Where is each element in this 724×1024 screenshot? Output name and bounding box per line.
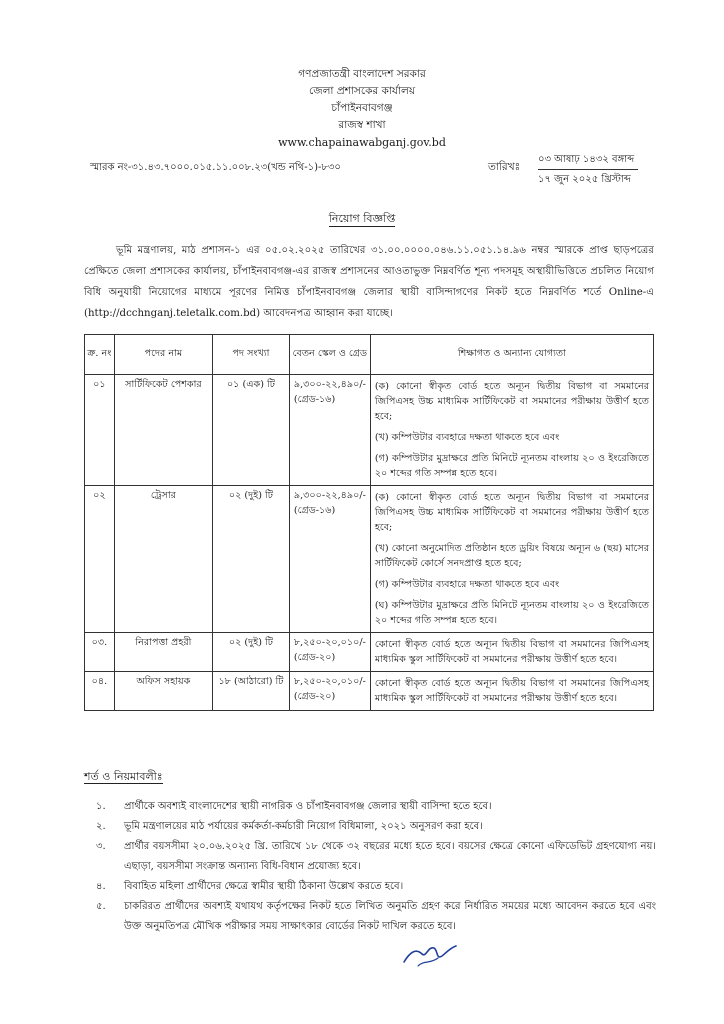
condition-text: প্রার্থীকে অবশ্যই বাংলাদেশের স্থায়ী নাগরিক ও চাঁপাইনবাবগঞ্জ জেলার স্থায়ী বাসিন্দা হতে হবে।	[124, 801, 492, 812]
table-row	[85, 672, 654, 711]
table-row	[85, 486, 654, 633]
qualification-item: (ক) কোনো স্বীকৃত বোর্ড হতে অন্যূন দ্বিতীয় বিভাগ বা সমমানের জিপিএসহ উচ্চ মাধ্যমিক সার্টিফিকেট বা সমমানের পরীক্ষায় উত্তীর্ণ হতে হবে;	[374, 492, 649, 533]
list-item	[96, 877, 656, 897]
row-pay-scale: ৯,৩০০-২২,৪৯০/- (গ্রেড-১৬)	[289, 375, 370, 486]
signature-mark	[400, 938, 460, 970]
qualification-item: (গ) কম্পিউটার মুদ্রাক্ষরে প্রতি মিনিটে ন্যূনতম বাংলায় ২০ ও ইংরেজিতে ২০ শব্দের গতি সম্পন্ন হতে হবে।	[374, 453, 649, 479]
list-item	[96, 797, 656, 817]
row-post-name: ট্রেসার	[114, 486, 212, 633]
row-post-count: ০২ (দুই) টি	[213, 486, 290, 633]
row-pay-scale: ৮,২৫০-২০,০১০/- (গ্রেড-২০)	[289, 672, 370, 711]
notice-title-text: নিয়োগ বিজ্ঞপ্তি	[328, 212, 396, 225]
district-name: চাঁপাইনবাবগঞ্জ	[331, 102, 393, 114]
date-bangla: ০৩ আষাঢ় ১৪৩২ বঙ্গাব্দ	[538, 150, 638, 170]
row-serial: ০২	[85, 486, 115, 633]
condition-text: বিবাহিত মহিলা প্রার্থীদের ক্ষেত্রে স্বামীর স্থায়ী ঠিকানা উল্লেখ করতে হবে।	[124, 881, 404, 892]
qualification-item: কোনো স্বীকৃত বোর্ড হতে অন্যূন দ্বিতীয় বিভাগ বা সমমানের জিপিএসহ মাধ্যমিক স্কুল সার্টিফিকেট বা সমমানের পরীক্ষায় উত্তীর্ণ হতে হবে।	[374, 678, 649, 704]
condition-text: প্রার্থীর বয়সসীমা ২০.০৬.২০২৫ খ্রি. তারিখে ১৮ থেকে ৩২ বছরের মধ্যে হতে হবে। বয়সের ক্ষেত্রে কোনো এফিডেভিট গ্রহণযোগ্য নয়। এছাড়া, বয়সসীমা সংক্রান্ত অন্যান্য বিধি-বিধান প্রযোজ্য হবে।	[124, 841, 656, 872]
qualification-item: কোনো স্বীকৃত বোর্ড হতে অন্যূন দ্বিতীয় বিভাগ বা সমমানের জিপিএসহ মাধ্যমিক স্কুল সার্টিফিকেট বা সমমানের পরীক্ষায় উত্তীর্ণ হতে হবে।	[374, 639, 649, 665]
row-post-count: ১৮ (আঠারো) টি	[213, 672, 290, 711]
date-block	[538, 150, 638, 189]
col-qualification: শিক্ষাগত ও অন্যান্য যোগ্যতা	[370, 335, 653, 375]
row-post-name: নিরাপত্তা প্রহরী	[114, 633, 212, 672]
table-row	[85, 375, 654, 486]
memo-number: স্মারক নং-৩১.৪৩.৭০০০.০১৫.১১.০০৮.২৩(খন্ড নথি-১)-৮৩০	[90, 162, 341, 173]
condition-number: ৫.	[96, 901, 106, 912]
notice-title	[0, 210, 724, 229]
conditions-title	[84, 768, 163, 787]
col-pay-scale: বেতন স্কেল ও গ্রেড	[289, 335, 370, 375]
condition-number: ২.	[96, 821, 106, 832]
list-item	[96, 837, 656, 877]
row-post-count: ০১ (এক) টি	[213, 375, 290, 486]
table-header-row	[85, 335, 654, 375]
row-serial: ০৩.	[85, 633, 115, 672]
condition-number: ৪.	[96, 881, 106, 892]
row-serial: ০৪.	[85, 672, 115, 711]
qualification-item: (গ) কম্পিউটার ব্যবহারে দক্ষতা থাকতে হবে এবং	[374, 579, 560, 590]
row-post-count: ০২ (দুই) টি	[213, 633, 290, 672]
row-pay-scale: ৮,২৫০-২০,০১০/- (গ্রেড-২০)	[289, 633, 370, 672]
office-name: জেলা প্রশাসকের কার্যালয়	[308, 85, 416, 97]
conditions-list	[96, 797, 656, 937]
col-serial: ক্র. নং	[85, 335, 115, 375]
qualification-item: (ঘ) কম্পিউটার মুদ্রাক্ষরে প্রতি মিনিটে ন্যূনতম বাংলায় ২০ ও ইংরেজিতে ২০ শব্দের গতি সম্পন্ন হতে হবে।	[374, 600, 649, 626]
date-english: ১৭ জুন ২০২৫ খ্রিস্টাব্দ	[538, 174, 631, 185]
intro-text: ভূমি মন্ত্রণালয়, মাঠ প্রশাসন-১ এর ০৫.০২.২০২৫ তারিখের ৩১.০০.০০০০.০৪৬.১১.০৫১.১৪.৯৬ নম্বর স্মারকে প্রাপ্ত ছাড়পত্রের প্রেক্ষিতে জেলা প্রশাসকের কার্যালয়, চাঁপাইনবাবগঞ্জ-এর রাজস্ব প্রশাসনের আওতাভুক্ত নিম্নবর্ণিত শূন্য পদসমূহ অস্থায়ীভিত্তিতে প্রচলিত নিয়োগ বিধি অনুযায়ী নিয়োগের মাধ্যমে পূরণের নিমিত্ত চাঁপাইনবাবগঞ্জ জেলার স্থায়ী বাসিন্দাগণের নিকট হতে নিম্নবর্ণিত শর্তে Online-এ (http://dcchnganj.teletalk.com.bd) আবেদনপত্র আহ্বান করা যাচ্ছে।	[84, 245, 654, 319]
condition-number: ১.	[96, 801, 106, 812]
govt-name: গণপ্রজাতন্ত্রী বাংলাদেশ সরকার	[298, 68, 426, 80]
list-item	[96, 897, 656, 937]
list-item	[96, 817, 656, 837]
website-link[interactable]: www.chapainawabganj.gov.bd	[278, 136, 446, 149]
qualification-item: (ক) কোনো স্বীকৃত বোর্ড হতে অন্যূন দ্বিতীয় বিভাগ বা সমমানের জিপিএসহ উচ্চ মাধ্যমিক সার্টিফিকেট বা সমমানের পরীক্ষায় উত্তীর্ণ হতে হবে;	[374, 381, 649, 422]
col-post-count: পদ সংখ্যা	[213, 335, 290, 375]
date-label: তারিখঃ	[488, 161, 521, 173]
condition-number: ৩.	[96, 841, 106, 852]
qualification-item: (খ) কোনো অনুমোদিত প্রতিষ্ঠান হতে ড্রয়িং বিষয়ে অন্যূন ৬ (ছয়) মাসের সার্টিফিকেট কোর্সে সনদপ্রাপ্ত হতে হবে;	[374, 543, 649, 569]
condition-text: চাকরিরত প্রার্থীদের অবশ্যই যথাযথ কর্তৃপক্ষের নিকট হতে লিখিত অনুমতি গ্রহণ করে নির্ধারিত সময়ের মধ্যে আবেদন করতে হবে এবং উক্ত অনুমতিপত্র মৌখিক পরীক্ষার সময় সাক্ষাৎকার বোর্ডের নিকট দাখিল করতে হবে।	[124, 901, 656, 932]
section-name: রাজস্ব শাখা	[338, 119, 386, 131]
row-serial: ০১	[85, 375, 115, 486]
col-post-name: পদের নাম	[114, 335, 212, 375]
conditions-title-text: শর্ত ও নিয়মাবলীঃ	[84, 770, 163, 783]
qualification-item: (খ) কম্পিউটার ব্যবহারে দক্ষতা থাকতে হবে এবং	[374, 432, 560, 443]
vacancy-table	[84, 334, 654, 711]
row-qualification	[370, 486, 653, 633]
row-qualification	[370, 672, 653, 711]
intro-paragraph	[84, 240, 654, 324]
condition-text: ভূমি মন্ত্রণালয়ের মাঠ পর্যায়ের কর্মকর্তা-কর্মচারী নিয়োগ বিধিমালা, ২০২১ অনুসরণ করা হবে।	[124, 821, 483, 832]
row-pay-scale: ৯,৩০০-২২,৪৯০/- (গ্রেড-১৬)	[289, 486, 370, 633]
row-qualification	[370, 633, 653, 672]
row-post-name: অফিস সহায়ক	[114, 672, 212, 711]
office-header	[0, 66, 724, 151]
table-row	[85, 633, 654, 672]
row-post-name: সার্টিফিকেট পেশকার	[114, 375, 212, 486]
row-qualification	[370, 375, 653, 486]
